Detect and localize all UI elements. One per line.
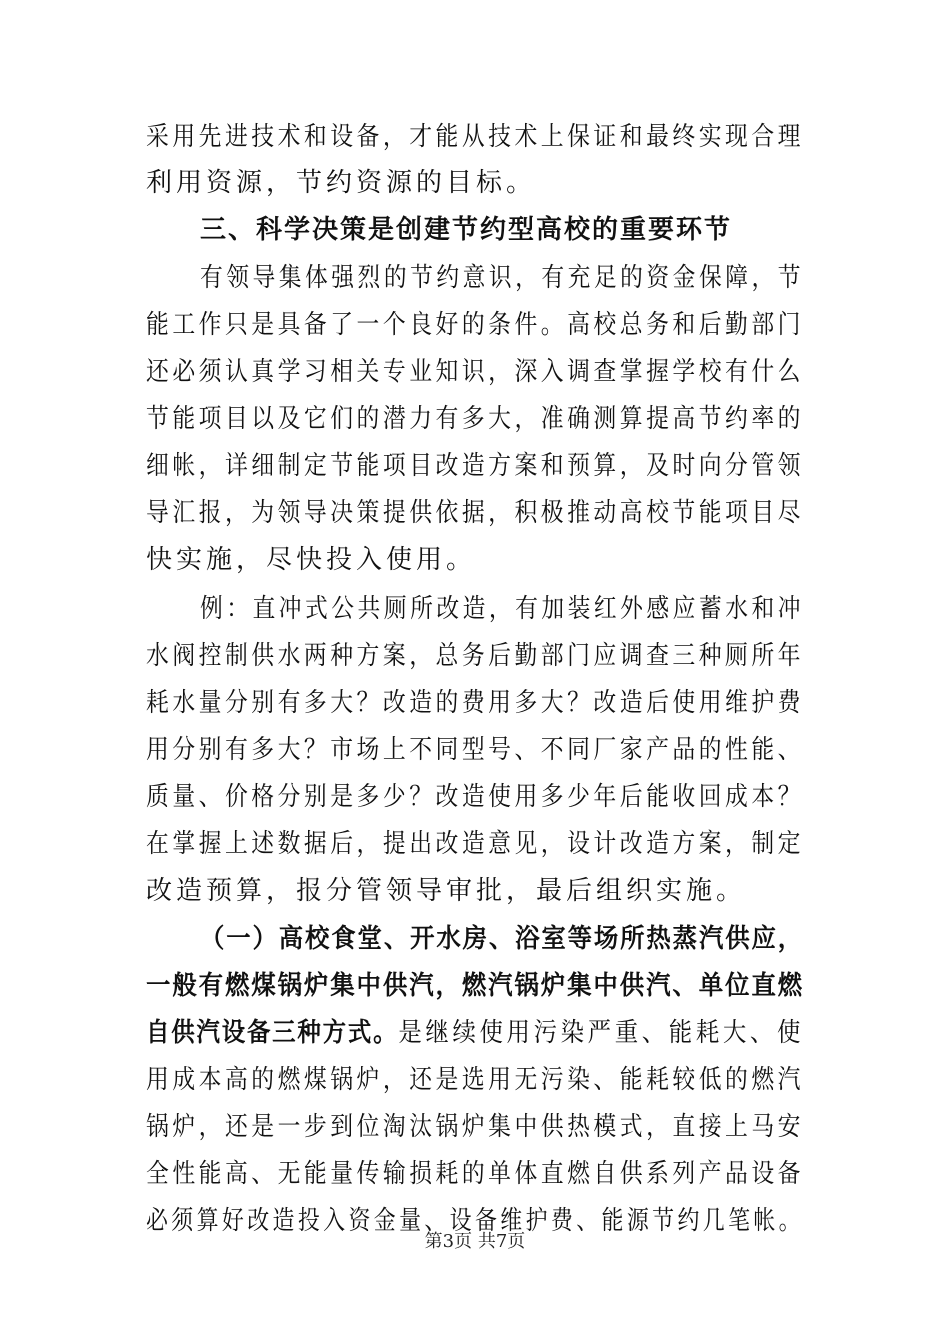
paragraph-line: 节能项目以及它们的潜力有多大，准确测算提高节约率的 [146,404,804,434]
page-number-footer: 第3页 共7页 [424,1231,526,1252]
paragraph-line: 必须算好改造投入资金量、设备维护费、能源节约几笔帐。 [146,1206,804,1236]
paragraph-line: 全性能高、无能量传输损耗的单体直燃自供系列产品设备 [146,1159,804,1189]
bold-text-span: 自供汽设备三种方式。 [146,1018,399,1048]
section-heading: 三、科学决策是创建节约型高校的重要环节 [200,215,733,245]
paragraph-line: 质量、价格分别是多少？改造使用多少年后能收回成本？ [146,782,804,812]
paragraph-line: 锅炉，还是一步到位淘汰锅炉集中供热模式，直接上马安 [146,1112,804,1142]
normal-text-span: 是继续使用污染严重、能耗大、使 [398,1018,804,1048]
bold-paragraph-line: 一般有燃煤锅炉集中供汽，燃汽锅炉集中供汽、单位直燃 [146,971,804,1001]
bold-paragraph-line: （一）高校食堂、开水房、浴室等场所热蒸汽供应， [200,924,804,954]
paragraph-line: 还必须认真学习相关专业知识，深入调查掌握学校有什么 [146,357,804,387]
paragraph-line: 在掌握上述数据后，提出改造意见，设计改造方案，制定 [146,829,804,859]
mixed-paragraph-line [146,1013,804,1053]
paragraph-line: 快实施，尽快投入使用。 [146,545,477,575]
paragraph-line: 能工作只是具备了一个良好的条件。高校总务和后勤部门 [146,310,804,340]
paragraph-line: 用分别有多大？市场上不同型号、不同厂家产品的性能、 [146,735,804,765]
paragraph-line: 细帐，详细制定节能项目改造方案和预算，及时向分管领 [146,451,804,481]
paragraph-line: 耗水量分别有多大？改造的费用多大？改造后使用维护费 [146,688,804,718]
paragraph-line: 导汇报，为领导决策提供依据，积极推动高校节能项目尽 [146,498,804,528]
paragraph-line: 例：直冲式公共厕所改造，有加装红外感应蓄水和冲 [200,594,804,624]
paragraph-line: 利用资源，节约资源的目标。 [146,168,537,198]
paragraph-line: 水阀控制供水两种方案，总务后勤部门应调查三种厕所年 [146,641,804,671]
paragraph-line: 采用先进技术和设备，才能从技术上保证和最终实现合理 [146,122,804,152]
paragraph-line: 改造预算，报分管领导审批，最后组织实施。 [146,876,747,906]
paragraph-line: 用成本高的燃煤锅炉，还是选用无污染、能耗较低的燃汽 [146,1065,804,1095]
paragraph-line: 有领导集体强烈的节约意识，有充足的资金保障，节 [200,263,804,293]
